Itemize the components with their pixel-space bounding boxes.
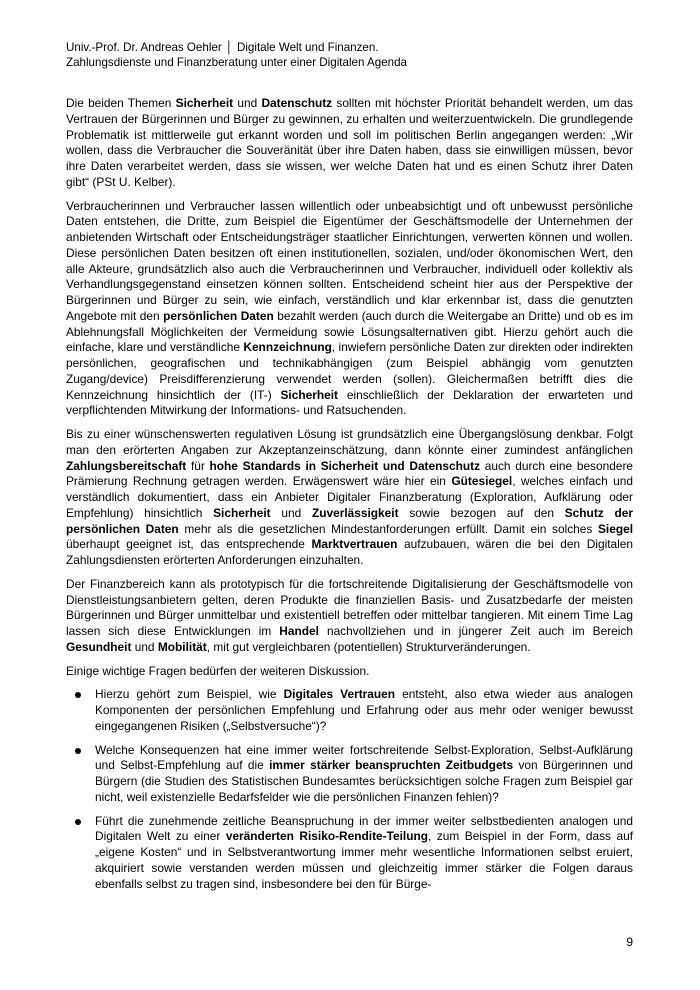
text-run: sollten mit höchster Priorität behandelt werden, um das Vertrauen der Bürgerinnen und Bürger zu gewinnen, zu erhalten und weiterzuentwickeln. Die grundlegende Problematik ist mittlerweile gut erkannt worden und soll im politischen Berlin angegangen werden: „Wir wollen, dass die Verbraucher die Souveränität über ihre Daten haben, dass sie einwilligen müssen, bevor ihre Daten verarbeitet werden, dass sie wissen, wer welche Daten hat und es einen Schutz ihrer Daten gibt“ (PSt U. Kelber). (66, 96, 633, 189)
emphasis-text: veränderten Risiko-Rendite-Teilung (225, 829, 428, 844)
emphasis-text: Siegel (597, 521, 633, 536)
text-run: bezahlt werden (auch durch die Weitergabe an Dritte) und ob es im Ablehnungsfall Möglichkeiten der Vermeidung sowie Lösungsalternativen gibt. Hierzu gehört auch die einfache, klare und verständliche (66, 308, 634, 355)
bullet-text (95, 743, 633, 804)
text-run: aufzubauen, wären die bei den Digitalen Zahlungsdiensten erörterten Anforderungen einzuhalten. (66, 537, 634, 567)
paragraph (66, 664, 633, 680)
paragraph (66, 427, 633, 569)
emphasis-text: Zahlungsbereitschaft (66, 458, 187, 473)
text-run: , inwiefern persönliche Daten zur direkten oder indirekten persönlichen, geografischen und technikabhängigen (zum Beispiel abhängig vom genutzten Zugang/device) Preisdifferenzierung verwendet werden (sollen). Gleichermaßen betrifft dies die Kennzeichnung hinsichtlich der (IT-) (66, 340, 633, 402)
emphasis-text: Marktvertrauen (311, 537, 398, 552)
text-run: Führt die zunehmende zeitliche Beanspruchung in der immer weiter selbstbedienten analogen und Digitalen Welt zu einer (95, 813, 633, 844)
header-line-1 (66, 40, 646, 55)
running-header (66, 40, 646, 70)
header-separator: │ (225, 41, 233, 54)
bullet-dot-icon (75, 692, 81, 698)
text-run: nachvollziehen und in jüngerer Zeit auch im Bereich (318, 624, 633, 638)
text-run: einschließlich der Deklaration der erwarteten und verpflichtenden Mitwirkung der Informations- und Ratsuchenden. (66, 387, 633, 418)
emphasis-text: Datenschutz (261, 96, 333, 110)
bullet-text (95, 687, 633, 733)
text-run: Der Finanzbereich kann als prototypisch für die fortschreitende Digitalisierung der Geschäftsmodelle von Dienstleistungsanbietern gelten, deren Produkte die finanziellen Basis- und Zusatzbedarfe der meisten Bürgerinnen und Bürger unmittelbar und existentiell betreffen oder mittelbar tangieren. Mit einem Time Lag lassen sich diese Entwicklungen im (66, 576, 633, 638)
emphasis-text: Handel (279, 624, 319, 638)
paragraph (66, 199, 633, 420)
emphasis-text: hohe Standards in Sicherheit und Datenschutz (209, 458, 481, 473)
header-author: Univ.-Prof. Dr. Andreas Oehler (66, 41, 222, 54)
text-run: überhaupt geeignet ist, das entsprechende (66, 537, 312, 552)
bullet-dot-icon (75, 819, 81, 825)
bullet-text (95, 814, 633, 891)
text-run: auch durch eine besondere Prämierung Rechnung getragen werden. Erwägenswert wäre hier ein (66, 458, 634, 489)
header-title-line-1: Digitale Welt und Finanzen. (236, 41, 379, 54)
text-run: entsteht, also etwa wieder aus analogen Komponenten der persönlichen Empfehlung und Erfahrung oder aus mehr oder weniger bewusst eingegangenen Risiken („Selbstversuche“)? (95, 687, 634, 733)
text-run: Hierzu gehört zum Beispiel, wie (95, 687, 284, 702)
text-run: , zum Beispiel in der Form, dass auf „eigene Kosten“ und in Selbstverantwortung immer mehr wesentliche Informationen selbst eruiert, akquiriert sowie verstanden werden müssen und gleichzeitig immer stärker die Folgen daraus ebenfalls selbst zu tragen sind, insbesondere bei den für Bürge- (95, 829, 634, 891)
paragraph (66, 96, 633, 191)
text-run: sowie bezogen auf den (398, 505, 565, 520)
text-run: , welches einfach und verständlich dokumentiert, dass ein Anbieter Digitaler Finanzberatung (Exploration, Aufklärung oder Empfehlung) hinsichtlich (66, 474, 634, 520)
body-text (66, 96, 633, 900)
emphasis-text: immer stärker beanspruchten Zeitbudgets (269, 758, 514, 773)
emphasis-text: Mobilität (157, 639, 207, 654)
text-run: Welche Konsequenzen hat eine immer weiter fortschreitende Selbst-Exploration, Selbst-Aufklärung und Selbst-Empfehlung auf die (95, 742, 633, 773)
paragraph (66, 577, 633, 656)
emphasis-text: Schutz der persönlichen Daten (66, 505, 633, 536)
text-run: Verbraucherinnen und Verbraucher lassen willentlich oder unbeabsichtigt und oft unbewusst persönliche Daten entstehen, die Dritte, zum Beispiel die Eigentümer der Geschäftsmodelle der Unternehmen der anbietenden Wirtschaft oder Entscheidungsträger staatlicher Einrichtungen, verwerten können und wollen. Diese persönlichen Daten besitzen oft einen institutionellen, sozialen, und/oder ökonomischen Wert, den alle Akteure, grundsätzlich also auch die Verbraucherinnen und Verbraucher, individuell oder kollektiv als Verhandlungsgegenstand einsetzen können sollten. Entscheidend scheint hier aus der Perspektive der Bürgerinnen und Bürger zu sein, wie einfach, verständlich und klar erkennbar ist, dass die genutzten Angebote mit den (66, 198, 633, 323)
emphasis-text: Gesundheit (66, 639, 132, 654)
bullet-item (66, 687, 633, 734)
text-run: und (131, 639, 158, 654)
bullet-item (66, 743, 633, 806)
emphasis-text: Sicherheit (175, 96, 234, 110)
emphasis-text: Sicherheit (213, 505, 271, 520)
header-title-line-2: Zahlungsdienste und Finanzberatung unter einer Digitalen Agenda (66, 56, 407, 69)
emphasis-text: Sicherheit (280, 387, 338, 402)
text-run: mehr als die gesetzlichen Mindestanforderungen erfüllt. Damit ein solches (178, 521, 598, 536)
bullet-list (66, 687, 633, 892)
text-run: von Bürgerinnen und Bürgern (die Studien des Statistischen Bundesamtes berücksichtigen solche Fragen zum Beispiel gar nicht, weil existenzielle Bedarfsfelder wie die persönlichen Finanzen fehlen)? (95, 758, 633, 804)
text-run: Bis zu einer wünschenswerten regulativen Lösung ist grundsätzlich eine Übergangslösung denkbar. Folgt man den erörterten Angaben zur Akzeptanzeinschätzung, dann könnte einer zumindest anfänglichen (66, 427, 633, 457)
bullet-dot-icon (75, 748, 81, 754)
emphasis-text: Gütesiegel (451, 474, 513, 489)
text-run: und (233, 96, 262, 110)
text-run: für (186, 458, 210, 473)
emphasis-text: persönlichen Daten (163, 308, 274, 323)
text-run: Die beiden Themen (66, 96, 176, 110)
bullet-item (66, 814, 633, 893)
text-run: , mit gut vergleichbaren (potentiellen) Strukturveränderungen. (206, 639, 531, 654)
text-run: und (270, 505, 312, 520)
emphasis-text: Kennzeichnung (243, 340, 332, 355)
emphasis-text: Zuverlässigkeit (311, 505, 399, 520)
page-number: 9 (626, 935, 633, 949)
emphasis-text: Digitales Vertrauen (283, 687, 396, 702)
text-run: Einige wichtige Fragen bedürfen der weiteren Diskussion. (66, 663, 370, 678)
